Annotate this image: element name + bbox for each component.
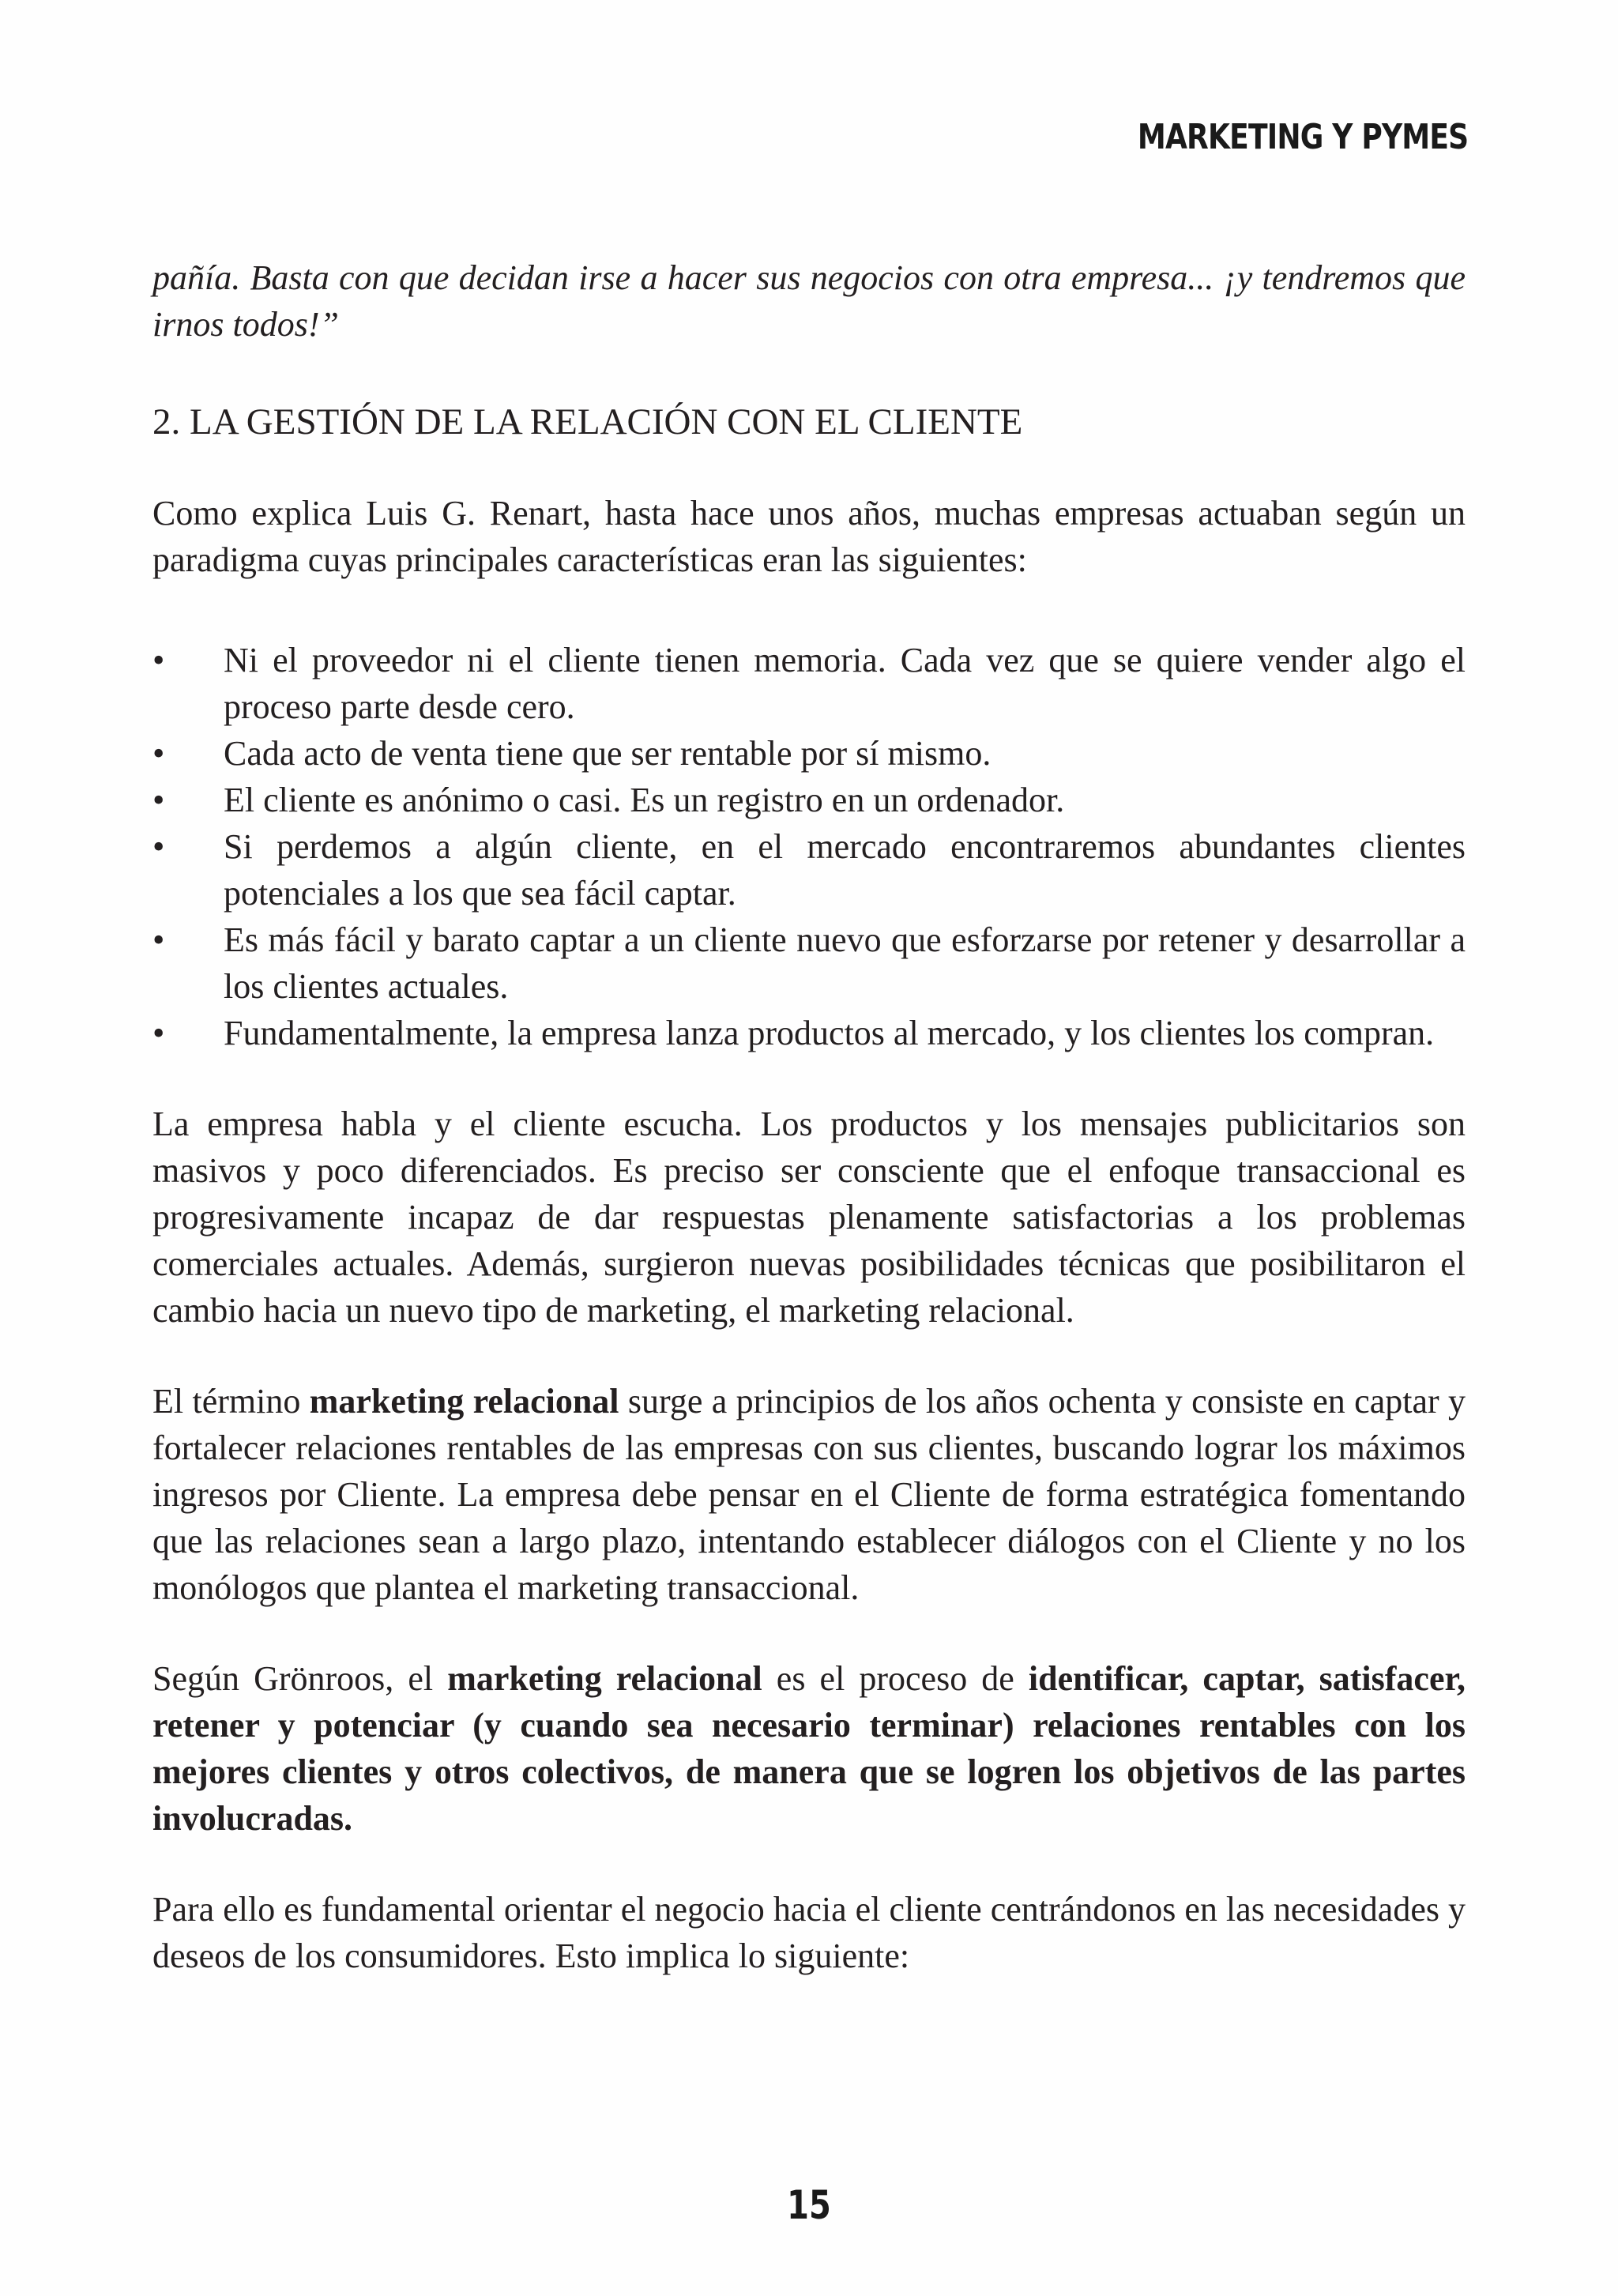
bullet-item <box>152 823 1466 917</box>
bullet-icon: • <box>152 827 165 866</box>
bullet-item <box>152 1010 1466 1056</box>
bullet-icon: • <box>152 641 165 679</box>
gronroos-text-middle: es el proceso de <box>762 1659 1029 1698</box>
gronroos-term: marketing relacional <box>447 1659 762 1698</box>
relational-text-after: surge a principios de los años ochenta y consiste en captar y fortalecer relaciones rentables de las empresas con sus clientes, buscando lograr los máximos ingresos por Cliente. La empresa debe pensar en el Cliente de forma estratégica fomentando que las relaciones sean a largo plazo, intentando establecer diálogos con el Cliente y no los monólogos que plantea el marketing transaccional. <box>152 1382 1466 1607</box>
gronroos-paragraph <box>152 1655 1466 1842</box>
intro-paragraph: Como explica Luis G. Renart, hasta hace unos años, muchas empresas actuaban según un paradigma cuyas principales características eran las siguientes: <box>152 494 1466 579</box>
bullet-text: Es más fácil y barato captar a un cliente nuevo que esforzarse por retener y desarrollar a los clientes actuales. <box>224 920 1466 1006</box>
bullet-icon: • <box>152 1014 165 1052</box>
paradigm-bullet-list <box>152 637 1466 1056</box>
bullet-text: Ni el proveedor ni el cliente tienen memoria. Cada vez que se quiere vender algo el proceso parte desde cero. <box>224 641 1466 726</box>
quote-continuation: pañía. Basta con que decidan irse a hacer sus negocios con otra empresa... ¡y tendremos que irnos todos!” <box>152 258 1466 344</box>
page-number: 15 <box>787 2182 831 2228</box>
bullet-text: Si perdemos a algún cliente, en el mercado encontraremos abundantes clientes potenciales a los que sea fácil captar. <box>224 827 1466 913</box>
bullet-item <box>152 777 1466 823</box>
page-body <box>152 254 1466 1979</box>
bullet-text: Cada acto de venta tiene que ser rentable por sí mismo. <box>224 734 991 773</box>
bullet-item <box>152 730 1466 777</box>
gronroos-text-before: Según Grönroos, el <box>152 1659 448 1698</box>
bullet-icon: • <box>152 781 165 819</box>
relational-term: marketing relacional <box>309 1382 619 1421</box>
relational-paragraph <box>152 1378 1466 1611</box>
closing-paragraph: Para ello es fundamental orientar el negocio hacia el cliente centrándonos en las necesidades y deseos de los consumidores. Esto implica lo siguiente: <box>152 1890 1466 1975</box>
relational-text-before: El término <box>152 1382 310 1421</box>
bullet-icon: • <box>152 920 165 959</box>
bullet-icon: • <box>152 734 165 773</box>
transactional-paragraph: La empresa habla y el cliente escucha. Los productos y los mensajes publicitarios son masivos y poco diferenciados. Es preciso ser consciente que el enfoque transaccional es progresivamente incapaz de dar respuestas plenamente satisfactorias a los problemas comerciales actuales. Además, surgieron nuevas posibilidades técnicas que posibilitaron el cambio hacia un nuevo tipo de marketing, el marketing relacional. <box>152 1105 1466 1330</box>
section-heading: 2. LA GESTIÓN DE LA RELACIÓN CON EL CLIENTE <box>152 401 1023 442</box>
bullet-text: Fundamentalmente, la empresa lanza productos al mercado, y los clientes los compran. <box>224 1014 1435 1052</box>
running-header: MARKETING Y PYMES <box>1137 117 1468 157</box>
bullet-item <box>152 917 1466 1010</box>
bullet-text: El cliente es anónimo o casi. Es un registro en un ordenador. <box>224 781 1065 819</box>
gronroos-definition: identificar, captar, satisfacer, retener y potenciar (y cuando sea necesario terminar) relaciones rentables con los mejores clientes y otros colectivos, de manera que se logren los objetivos de las partes involucradas. <box>152 1659 1466 1838</box>
bullet-item <box>152 637 1466 730</box>
